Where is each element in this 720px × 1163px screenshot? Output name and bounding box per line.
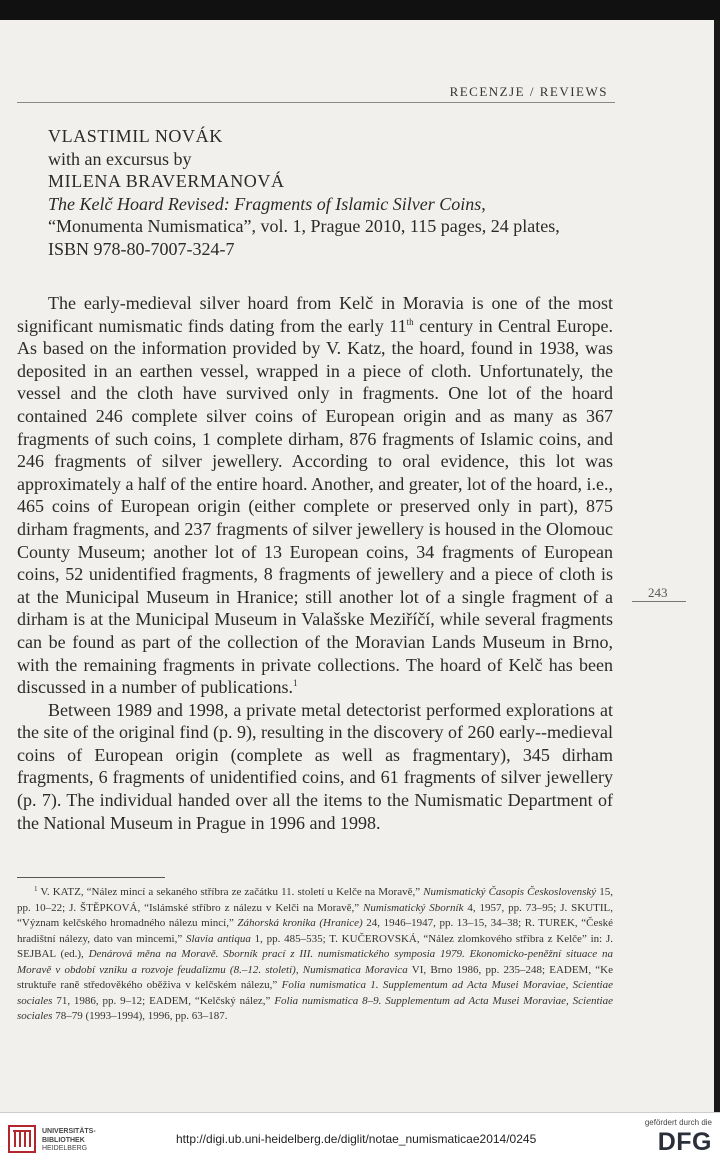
scanned-page <box>0 20 714 1112</box>
library-name-line: UNIVERSITÄTS- <box>42 1128 96 1135</box>
footnote-text: 78–79 (1993–1994), 1996, pp. 63–187. <box>52 1010 228 1022</box>
footnote-italic: Numismatický Časopis Československý <box>423 886 597 898</box>
footnote-text: V. KATZ, “Nález mincí a sekaného stříbra ze začátku 11. století u Kelče na Moravě,” <box>37 886 424 898</box>
book-coauthor: MILENA BRAVERMANOVÁ <box>48 171 285 191</box>
footnote-1 <box>17 885 613 1025</box>
footnote-text: VI, Brno 1986, pp. 235–248; EADEM, “Ke struktuře raně středověkého oběživa v kelčském nálezu,” <box>17 963 613 991</box>
ordinal-suffix: th <box>406 316 414 327</box>
footnote-italic: Numismatický Sborník <box>363 901 464 914</box>
footnote-italic: Slavia antiqua <box>185 932 251 945</box>
page-number-rule <box>632 601 686 602</box>
footnote-text: 1, pp. 485–535; T. KUČEROVSKÁ, “Nález zlomkového stříbra z Kelče” in: J. SEJBAL (ed.), <box>17 932 613 960</box>
paragraph-1 <box>17 292 613 699</box>
review-body <box>17 292 613 834</box>
footnote-reference[interactable]: 1 <box>292 678 298 689</box>
book-series: “Monumenta Numismatica”, vol. 1, Prague 2010, 115 pages, 24 plates, <box>48 216 560 236</box>
book-isbn: ISBN 978-80-7007-324-7 <box>48 238 235 259</box>
scan-edge <box>714 20 720 1112</box>
paragraph-1-text-a: The early-medieval silver hoard from Kelč in Moravia is one of the most significant numismatic finds dating from the early 11 <box>17 293 613 336</box>
footnote-text: 4, 1957, pp. 73–95; J. SKUTIL, “Význam kelčského hromadného nálezu mincí,” <box>17 901 613 929</box>
footnote-text: 15, pp. 10–22; J. ŠTĚPKOVÁ, “Islámské stříbro z nálezu v Kelči na Moravě,” <box>17 886 613 914</box>
running-header: RECENZJE / REVIEWS <box>449 84 608 99</box>
viewer-top-bar <box>0 0 720 20</box>
footnote-separator <box>17 877 165 878</box>
paragraph-2: Between 1989 and 1998, a private metal detectorist performed explorations at the site of the original find (p. 9), resulting in the discovery of 260 early--medieval coins of European origin (complete as well as fragmentary), 345 dirham fragments, 6 fragments of unidentified coins, and 61 fragments of silver jewellery (p. 7). The individual handed over all the items to the Numismatic Department of the National Museum in Prague in 1996 and 1998. <box>17 699 613 833</box>
page-number: 243 <box>648 585 668 600</box>
footnote-text: 71, 1986, pp. 9–12; EADEM, “Kelčský nález,” <box>52 994 275 1007</box>
footnote-italic: Denárová měna na Moravě. Sborník prací z III. numismatického symposia 1979. Ekonomicko-peněžní situace na Moravě v období vzniku a rozvoje feudalizmu (8.–12. století), Numismatica Moravica <box>17 948 613 976</box>
review-bibliographic-entry <box>48 125 628 260</box>
book-author: VLASTIMIL NOVÁK <box>48 126 223 146</box>
footnote-text: 24, 1946–1947, pp. 13–15, 34–38; R. TUREK, “České hradištní nálezy, dato van mincemi,” <box>17 917 613 945</box>
dfg-logo[interactable]: DFG <box>657 1128 712 1156</box>
footnote-italic: Záhorská kronika (Hranice) <box>237 917 363 929</box>
viewer-footer <box>0 1112 720 1163</box>
permalink-url[interactable]: http://digi.ub.uni-heidelberg.de/diglit/notae_numismaticae2014/0245 <box>176 1132 537 1146</box>
funded-by-label: gefördert durch die <box>644 1118 712 1127</box>
paragraph-1-text-b: century in Central Europe. As based on the information provided by V. Katz, the hoard, found in 1938, was deposited in an earthen vessel, wrapped in a piece of cloth. Unfortunately, the vessel and the cloth have survived only in fragments. One lot of the hoard contained 246 complete silver coins of European origin and as many as 367 fragments of such coins, 1 complete dirham, 876 fragments of Islamic coins, and 246 fragments of silver jewellery. According to oral evidence, this lot was approximately a half of the entire hoard. Another, and greater, lot of the hoard, i.e., 465 coins of European origin (either complete or preserved only in part), 875 dirham fragments, and 237 fragments of silver jewellery is housed in the Olomouc County Museum; another lot of 13 European coins, 34 fragments of European coins, 52 unidentified fragments, 8 fragments of jewellery and a piece of cloth is at the Municipal Museum in Hranice; still another lot of a single fragment of a dirham is at the Municipal Museum in Valašske Meziříčí, while several fragments can be found as part of the collection of the Moravian Lands Museum in Brno, with the remaining fragments in private collections. The hoard of Kelč has been discussed in a number of publications. <box>17 315 614 698</box>
library-name-line: HEIDELBERG <box>42 1145 88 1152</box>
footnote-marker: 1 <box>34 885 38 893</box>
library-name-line: BIBLIOTHEK <box>42 1136 85 1144</box>
header-divider <box>17 102 615 103</box>
footnote-italic: Folia numismatica 1. Supplementum ad Acta Musei Moraviae, Scientiae sociales <box>17 979 613 1007</box>
excursus-line: with an excursus by <box>48 148 192 169</box>
book-title: The Kelč Hoard Revised: Fragments of Islamic Silver Coins, <box>48 193 486 214</box>
footnote-italic: Folia numismatica 8–9. Supplementum ad Acta Musei Moraviae, Scientiae sociales <box>17 994 613 1022</box>
library-name[interactable] <box>42 1128 96 1154</box>
university-library-logo-icon[interactable] <box>8 1125 36 1153</box>
